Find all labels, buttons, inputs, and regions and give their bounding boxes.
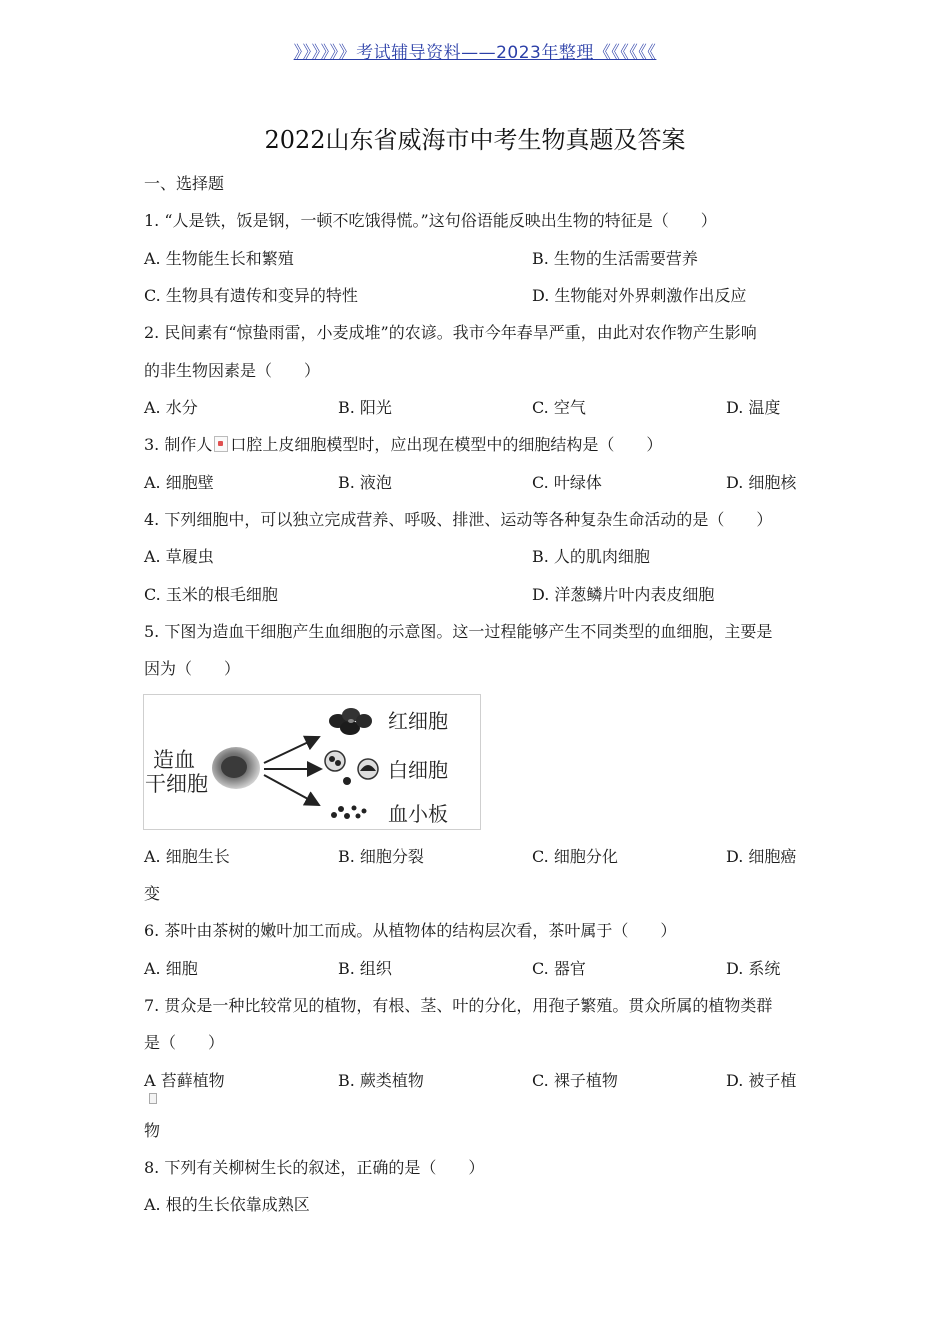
- question-6-option-a: A. 细胞: [144, 959, 198, 978]
- question-2-stem-line2: 的非生物因素是（ ）: [144, 361, 321, 380]
- white-blood-cell-icon: [325, 751, 378, 785]
- question-6-stem: 6. 茶叶由茶树的嫩叶加工而成。从植物体的结构层次看，茶叶属于（ ）: [144, 921, 677, 940]
- question-3-stem-after: 口腔上皮细胞模型时，应出现在模型中的细胞结构是（ ）: [230, 435, 663, 454]
- question-4-option-a: A. 草履虫: [144, 547, 214, 566]
- blood-cell-diagram: [143, 694, 481, 830]
- question-2-option-a: A. 水分: [144, 398, 198, 417]
- question-7-stem-line2: 是（ ）: [144, 1033, 225, 1052]
- question-7-option-c: C. 裸子植物: [532, 1071, 618, 1090]
- question-4-option-c: C. 玉米的根毛细胞: [144, 585, 278, 604]
- red-blood-cell-icon: [329, 708, 372, 735]
- question-2-option-b: B. 阳光: [338, 398, 392, 417]
- diagram-label-wbc: 白细胞: [388, 758, 448, 782]
- question-6-option-b: B. 组织: [338, 959, 392, 978]
- question-7-option-d-continued: 物: [144, 1121, 161, 1140]
- document-title: 2022山东省威海市中考生物真题及答案: [264, 126, 686, 154]
- question-7-option-b: B. 蕨类植物: [338, 1071, 424, 1090]
- question-7-stem-line1: 7. 贯众是一种比较常见的植物，有根、茎、叶的分化，用孢子繁殖。贯众所属的植物类群: [144, 996, 773, 1015]
- question-4-option-d: D. 洋葱鳞片叶内表皮细胞: [532, 585, 715, 604]
- question-1-option-c: C. 生物具有遗传和变异的特性: [144, 286, 358, 305]
- question-2-option-d: D. 温度: [726, 398, 781, 417]
- question-5-option-d-continued: 变: [144, 884, 161, 903]
- question-3-stem: [144, 434, 662, 456]
- diagram-label-platelet: 血小板: [388, 802, 448, 826]
- question-3-option-c: C. 叶绿体: [532, 473, 602, 492]
- arrow-to-rbc: [264, 737, 319, 763]
- question-7-option-a: A 苔藓植物: [144, 1071, 225, 1090]
- question-3-option-d: D. 细胞核: [726, 473, 797, 492]
- section-heading: 一、选择题: [144, 174, 225, 193]
- question-8-option-a: A. 根的生长依靠成熟区: [144, 1195, 310, 1214]
- diagram-label-rbc: 红细胞: [388, 709, 448, 733]
- question-4-stem: 4. 下列细胞中，可以独立完成营养、呼吸、排泄、运动等各种复杂生命活动的是（ ）: [144, 510, 773, 529]
- question-6-option-d: D. 系统: [726, 959, 781, 978]
- question-1-stem: 1. “人是铁，饭是钢，一顿不吃饿得慌。”这句俗语能反映出生物的特征是（ ）: [144, 211, 717, 230]
- diagram-label-stem-cell-line2: 干细胞: [145, 772, 208, 796]
- question-5-option-d: D. 细胞癌: [726, 847, 797, 866]
- broken-image-icon: [214, 436, 228, 452]
- diagram-label-stem-cell-line1: 造血: [153, 748, 195, 772]
- question-5-stem-line1: 5. 下图为造血干细胞产生血细胞的示意图。这一过程能够产生不同类型的血细胞，主要是: [144, 622, 773, 641]
- question-3-stem-before: 3. 制作人: [144, 435, 213, 454]
- header-banner-link[interactable]: 》》》》》》考试辅导资料——2023年整理《《《《《《: [293, 43, 657, 63]
- question-5-option-b: B. 细胞分裂: [338, 847, 424, 866]
- question-5-stem-line2: 因为（ ）: [144, 659, 241, 678]
- question-1-option-b: B. 生物的生活需要营养: [532, 249, 698, 268]
- image-placeholder-icon: [149, 1093, 157, 1104]
- question-1-option-a: A. 生物能生长和繁殖: [144, 249, 294, 268]
- question-3-option-a: A. 细胞壁: [144, 473, 214, 492]
- question-6-option-c: C. 器官: [532, 959, 586, 978]
- question-2-stem-line1: 2. 民间素有“惊蛰雨雷，小麦成堆”的农谚。我市今年春旱严重，由此对农作物产生影响: [144, 323, 757, 342]
- arrow-to-platelet: [264, 775, 319, 805]
- question-3-option-b: B. 液泡: [338, 473, 392, 492]
- question-1-option-d: D. 生物能对外界刺激作出反应: [532, 286, 747, 305]
- question-4-option-b: B. 人的肌肉细胞: [532, 547, 650, 566]
- question-5-option-a: A. 细胞生长: [144, 847, 230, 866]
- question-7-option-d: D. 被子植: [726, 1071, 797, 1090]
- question-8-stem: 8. 下列有关柳树生长的叙述，正确的是（ ）: [144, 1158, 485, 1177]
- question-5-option-c: C. 细胞分化: [532, 847, 618, 866]
- question-2-option-c: C. 空气: [532, 398, 586, 417]
- platelet-icon: [331, 806, 367, 820]
